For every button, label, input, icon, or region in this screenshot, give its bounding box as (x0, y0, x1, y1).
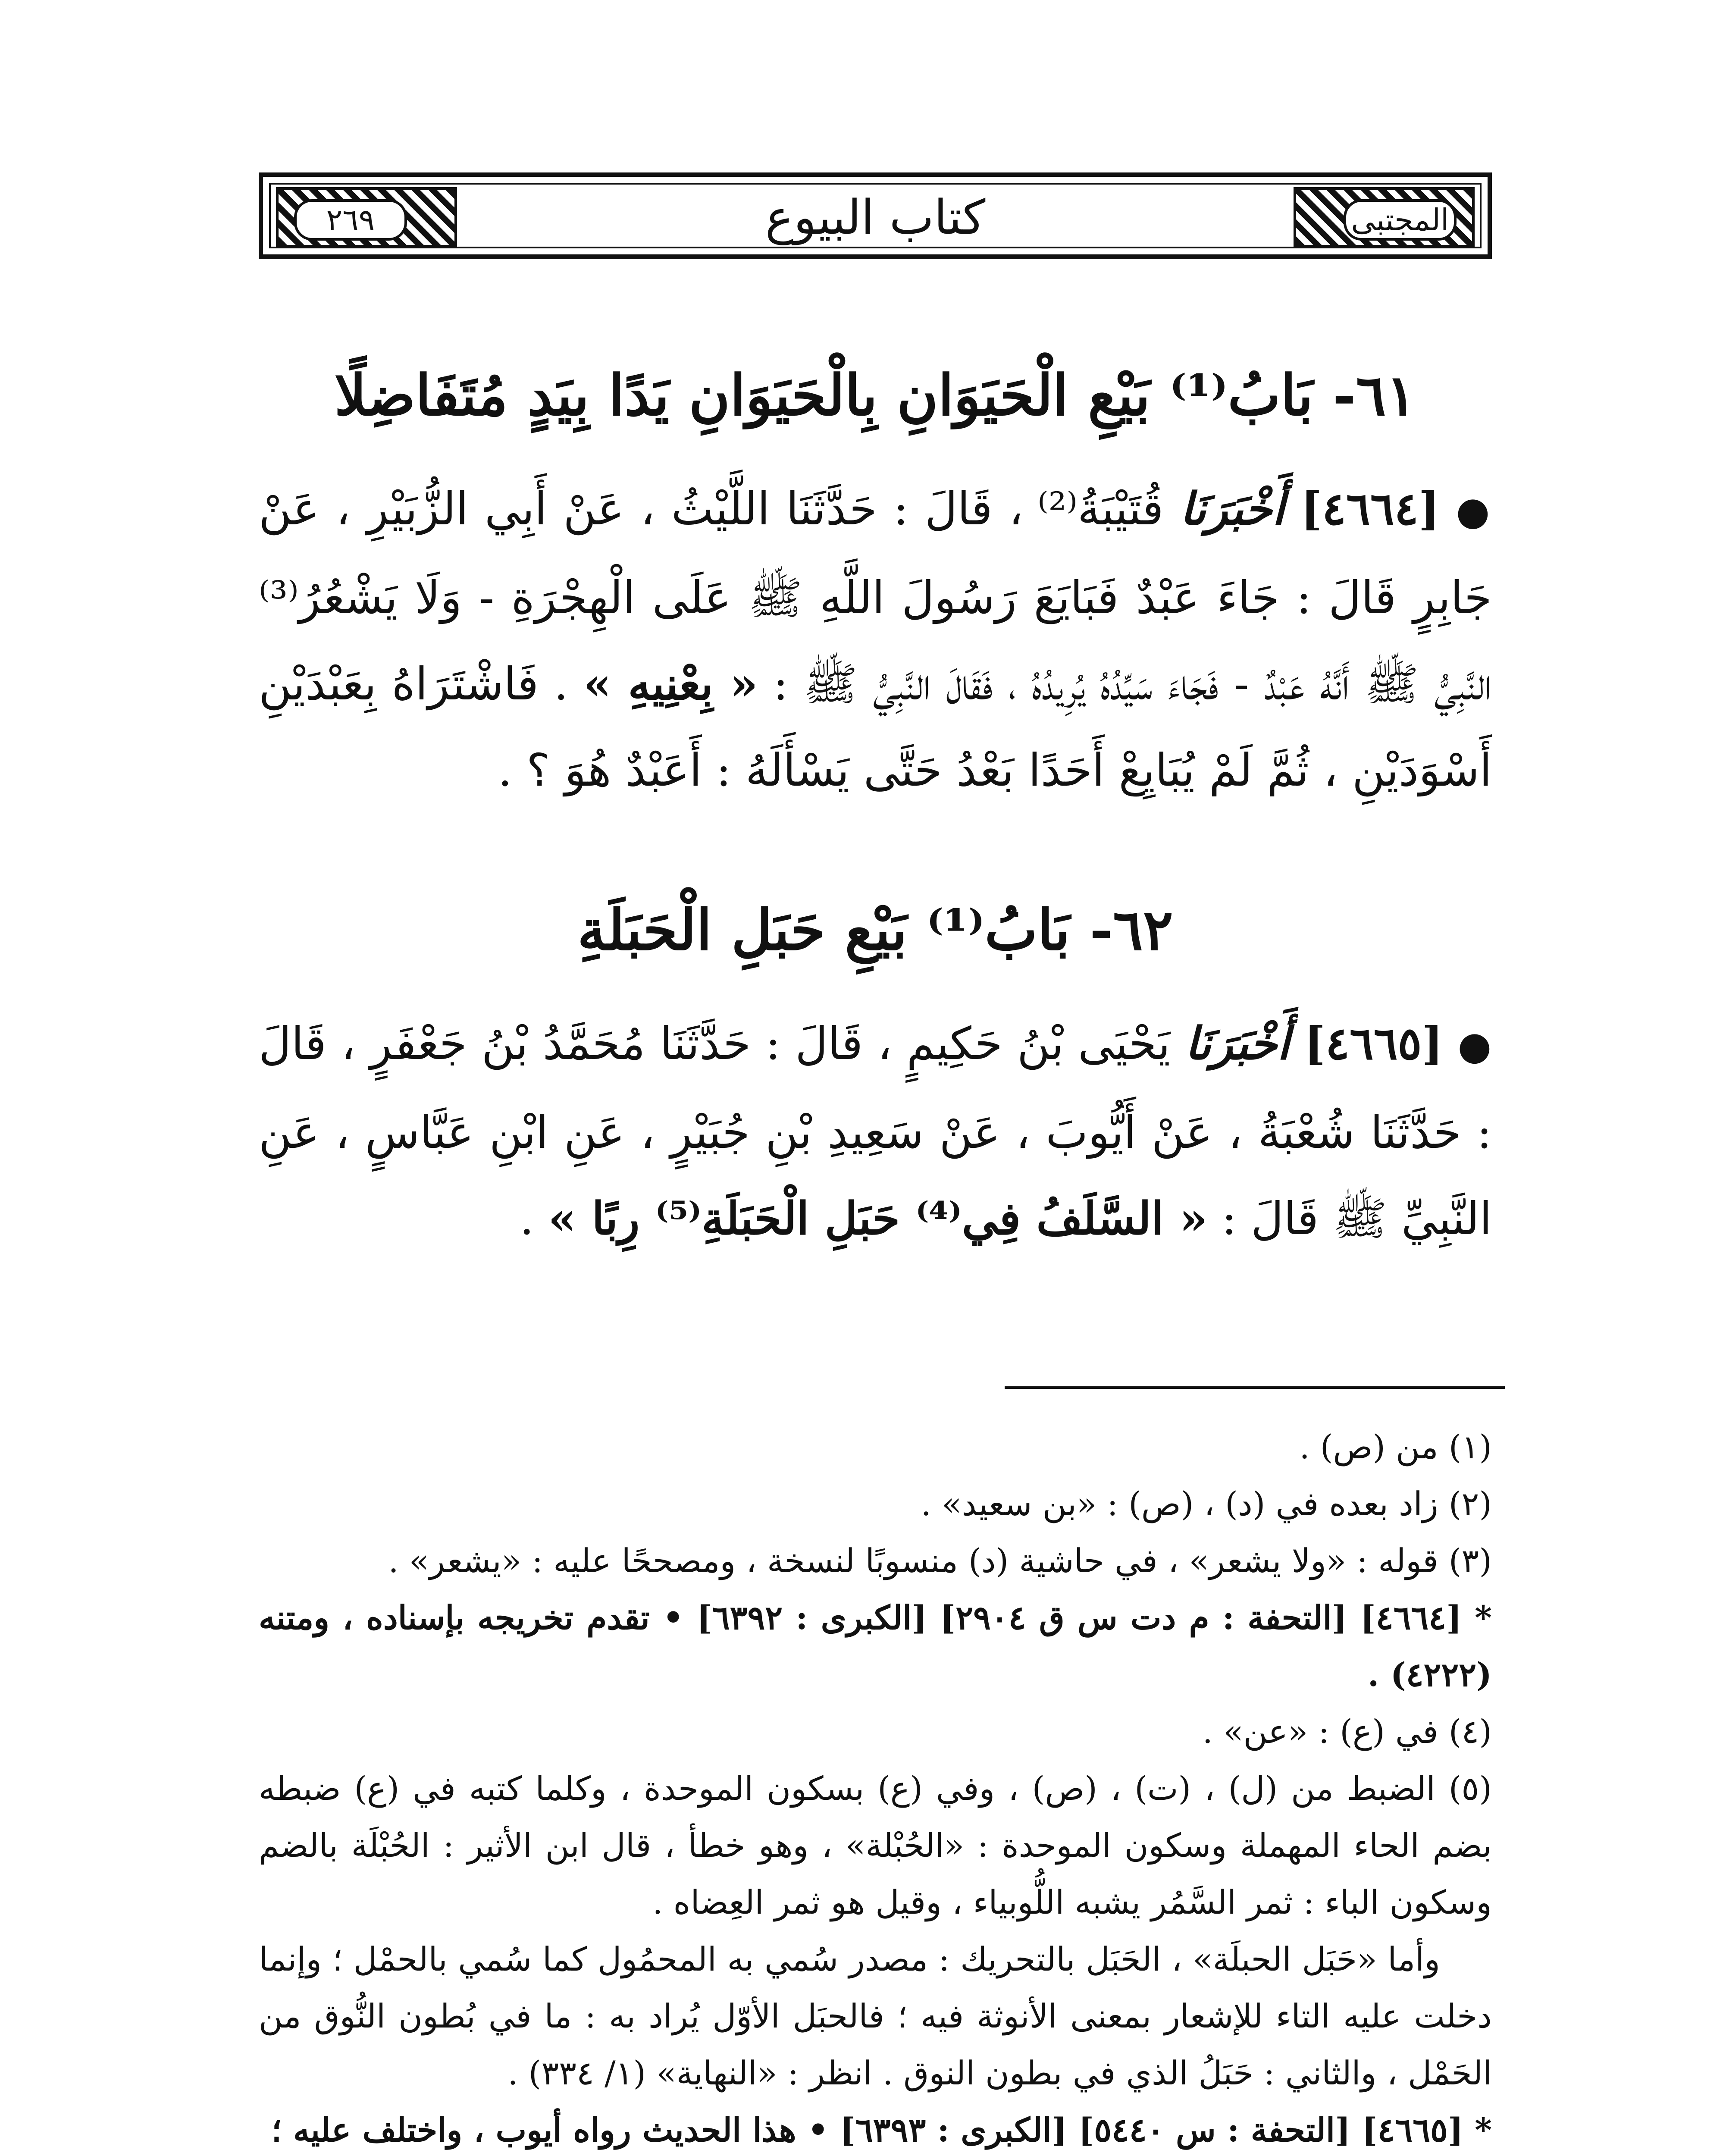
logo-cartouche: المجتبى (1344, 199, 1457, 241)
page-number: ٢٦٩ (294, 199, 407, 241)
hadith-4665 (259, 1000, 1492, 1262)
hadith-text-end: . فَاشْتَرَاهُ بِعَبْدَيْنِ أَسْوَدَيْنِ ، ثُمَّ لَمْ يُبَايِعْ أَحَدًا بَعْدُ حَتَّى يَسْأَلَهُ : أَعَبْدٌ هُوَ ؟ . (259, 658, 1492, 796)
hadith-text: قُتَيْبَةُ⁽²⁾ ، قَالَ : حَدَّثَنَا اللَّيْثُ ، عَنْ أَبِي الزُّبَيْرِ ، عَنْ جَابِرٍ قَالَ : جَاءَ عَبْدٌ فَبَايَعَ رَسُولَ اللَّهِ ﷺ عَلَى الْهِجْرَةِ - وَلَا يَشْعُرُ⁽³⁾ النَّبِيُّ ﷺ أَنَّهُ عَبْدٌ - فَجَاءَ سَيِّدُهُ يُرِيدُهُ ، فَقَالَ النَّبِيُّ ﷺ : (259, 483, 1492, 710)
bullet-icon: ● (1456, 489, 1492, 534)
footnote-4: (٤) في (ع) : «عن» . (1202, 1712, 1492, 1751)
footnote-5-continued: وأما «حَبَل الحبلَة» ، الحَبَل بالتحريك : مصدر سُمي به المحمُول كما سُمي بالحمْل ؛ وإنما دخلت عليه التاء للإشعار بمعنى الأنوثة فيه ؛ فالحبَل الأوّل يُراد به : ما في بُطون النُّوق من الحَمْل ، والثاني : حَبَلُ الذي في بطون النوق . انظر : «النهاية» (١/ ٣٣٤) . (259, 1940, 1492, 2092)
page-header-banner (259, 172, 1492, 259)
bullet-icon: ● (1457, 1023, 1492, 1069)
akhbarana-word: أَخْبَرَنَا (1180, 482, 1285, 535)
prophet-quote: « السَّلَفُ فِي⁽⁴⁾ حَبَلِ الْحَبَلَةِ⁽⁵⁾ رِبًا » (548, 1192, 1208, 1245)
footnote-5: (٥) الضبط من (ل) ، (ت) ، (ص) ، وفي (ع) بسكون الموحدة ، وكلما كتبه في (ع) ضبطه بضم الحاء المهملة وسكون الموحدة : «الحُبْلة» ، وهو خطأ ، قال ابن الأثير : الحُبْلَة بالضم وسكون الباء : ثمر السَّمُر يشبه اللُّوبياء ، وقيل هو ثمر العِضاه . (259, 1769, 1492, 1921)
footnotes (259, 1419, 1492, 2156)
hadith-4664 (259, 466, 1492, 813)
takhrij-4664: * [٤٦٦٤] [التحفة : م دت س ق ٢٩٠٤] [الكبرى : ٦٣٩٢] • تقدم تخريجه بإسناده ، ومتنه (٤٢٢٢) . (259, 1598, 1492, 1694)
chapter-heading-61: ٦١- بَابُ⁽¹⁾ بَيْعِ الْحَيَوَانِ بِالْحَيَوَانِ يَدًا بِيَدٍ مُتَفَاضِلًا (334, 362, 1416, 428)
akhbarana-word: أَخْبَرَنَا (1185, 1017, 1290, 1070)
hadith-text: يَحْيَى بْنُ حَكِيمٍ ، قَالَ : حَدَّثَنَا مُحَمَّدُ بْنُ جَعْفَرٍ ، قَالَ : حَدَّثَنَا شُعْبَةُ ، عَنْ أَيُّوبَ ، عَنْ سَعِيدِ بْنِ جُبَيْرٍ ، عَنِ ابْنِ عَبَّاسٍ ، عَنِ النَّبِيِّ ﷺ قَالَ : (259, 1017, 1492, 1245)
footnote-1: (١) من (ص) . (1299, 1428, 1492, 1466)
footnote-2: (٢) زاد بعده في (د) ، (ص) : «بن سعيد» . (921, 1485, 1492, 1523)
hadith-text-end: . (520, 1192, 534, 1245)
book-title: كتاب البيوع (765, 190, 986, 245)
takhrij-4665: * [٤٦٦٥] [التحفة : س ٥٤٤٠] [الكبرى : ٦٣٩٣] • هذا الحديث رواه أيوب ، واختلف عليه ؛ (271, 2111, 1492, 2149)
footnote-separator (1005, 1386, 1505, 1389)
chapter-heading-62: ٦٢- بَابُ⁽¹⁾ بَيْعِ حَبَلِ الْحَبَلَةِ (577, 897, 1173, 963)
hadith-number: [٤٦٦٤] (1300, 482, 1440, 535)
prophet-quote: « بِعْنِيهِ » (583, 657, 758, 710)
footnote-3: (٣) قوله : «ولا يشعر» ، في حاشية (د) منسوبًا لنسخة ، ومصححًا عليه : «يشعر» . (388, 1542, 1492, 1580)
hadith-number: [٤٦٦٥] (1304, 1017, 1443, 1070)
